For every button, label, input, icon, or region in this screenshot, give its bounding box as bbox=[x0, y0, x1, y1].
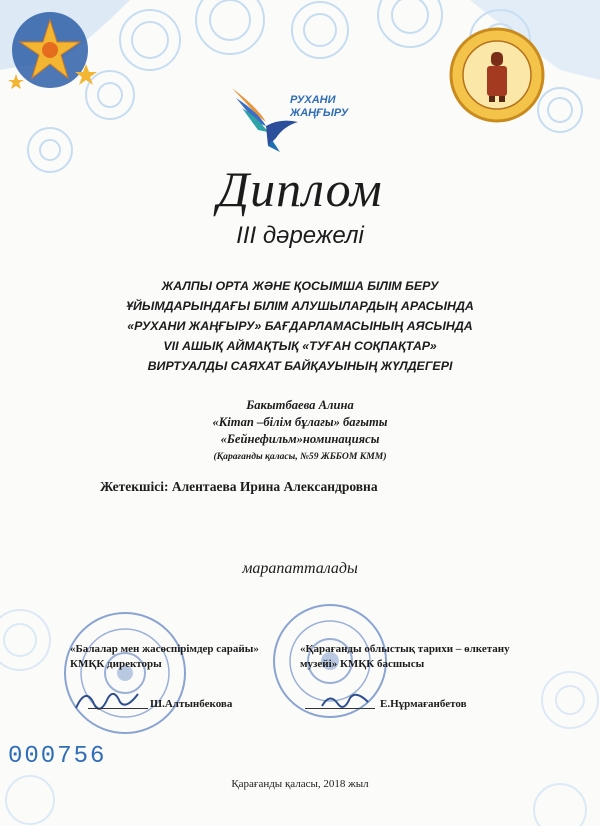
rukhani-zhangyru-logo-text bbox=[290, 94, 348, 120]
recipient-school: (Қарағанды қаласы, №59 ЖББОМ КММ) bbox=[213, 451, 387, 462]
signatory-org-line: КМҚК директоры bbox=[70, 658, 162, 670]
award-line: «РУХАНИ ЖАҢҒЫРУ» БАҒДАРЛАМАСЫНЫҢ АЯСЫНДА bbox=[127, 319, 473, 333]
place-and-year: Қарағанды қаласы, 2018 жыл bbox=[231, 778, 369, 790]
signatory-org-line: «Қарағанды облыстық тарихи – өлкетану bbox=[300, 643, 510, 655]
diploma-degree: III дәрежелі bbox=[236, 222, 364, 249]
signatory-right-name: Е.Нұрмағанбетов bbox=[380, 698, 467, 710]
award-line: VII АШЫҚ АЙМАҚТЫҚ «ТУҒАН СОҚПАҚТАР» bbox=[163, 339, 437, 353]
left-signature-icon bbox=[72, 680, 142, 720]
awarded-text: марапатталады bbox=[242, 560, 358, 577]
left-signature-line bbox=[88, 708, 148, 709]
recipient-block bbox=[0, 397, 600, 465]
serial-number: 000756 bbox=[8, 743, 107, 770]
signatory-org-line: музейі» КМҚК басшысы bbox=[300, 658, 425, 670]
recipient-direction: «Кітап –білім бұлағы» бағыты bbox=[212, 415, 388, 429]
logo-line-2: ЖАҢҒЫРУ bbox=[290, 107, 349, 119]
award-line: ЖАЛПЫ ОРТА ЖӘНЕ ҚОСЫМША БІЛІМ БЕРУ bbox=[161, 279, 439, 293]
museum-seal-icon bbox=[448, 26, 546, 124]
signatory-right-title bbox=[300, 642, 510, 672]
signatory-left-title bbox=[70, 642, 259, 672]
recipient-nomination: «Бейнефильм»номинациясы bbox=[220, 432, 380, 446]
logo-line-1: РУХАНИ bbox=[290, 94, 336, 106]
signatory-left-name: Ш.Алтынбекова bbox=[150, 698, 233, 710]
award-line: ҰЙЫМДАРЫНДАҒЫ БІЛІМ АЛУШЫЛАРДЫҢ АРАСЫНДА bbox=[126, 299, 474, 313]
recipient-name: Бакытбаева Алина bbox=[246, 398, 354, 412]
supervisor-line: Жетекшісі: Алентаева Ирина Александровна bbox=[100, 479, 378, 494]
award-line: ВИРТУАЛДЫ САЯХАТ БАЙҚАУЫНЫҢ ЖҮЛДЕГЕРІ bbox=[147, 359, 453, 373]
right-signature-line bbox=[305, 708, 375, 709]
star-emblem-icon bbox=[4, 4, 100, 94]
diploma-title: Диплом bbox=[217, 161, 383, 217]
signatory-org-line: «Балалар мен жасөспірімдер сарайы» bbox=[70, 643, 259, 655]
right-signature-icon bbox=[320, 684, 370, 714]
award-description bbox=[0, 276, 600, 376]
